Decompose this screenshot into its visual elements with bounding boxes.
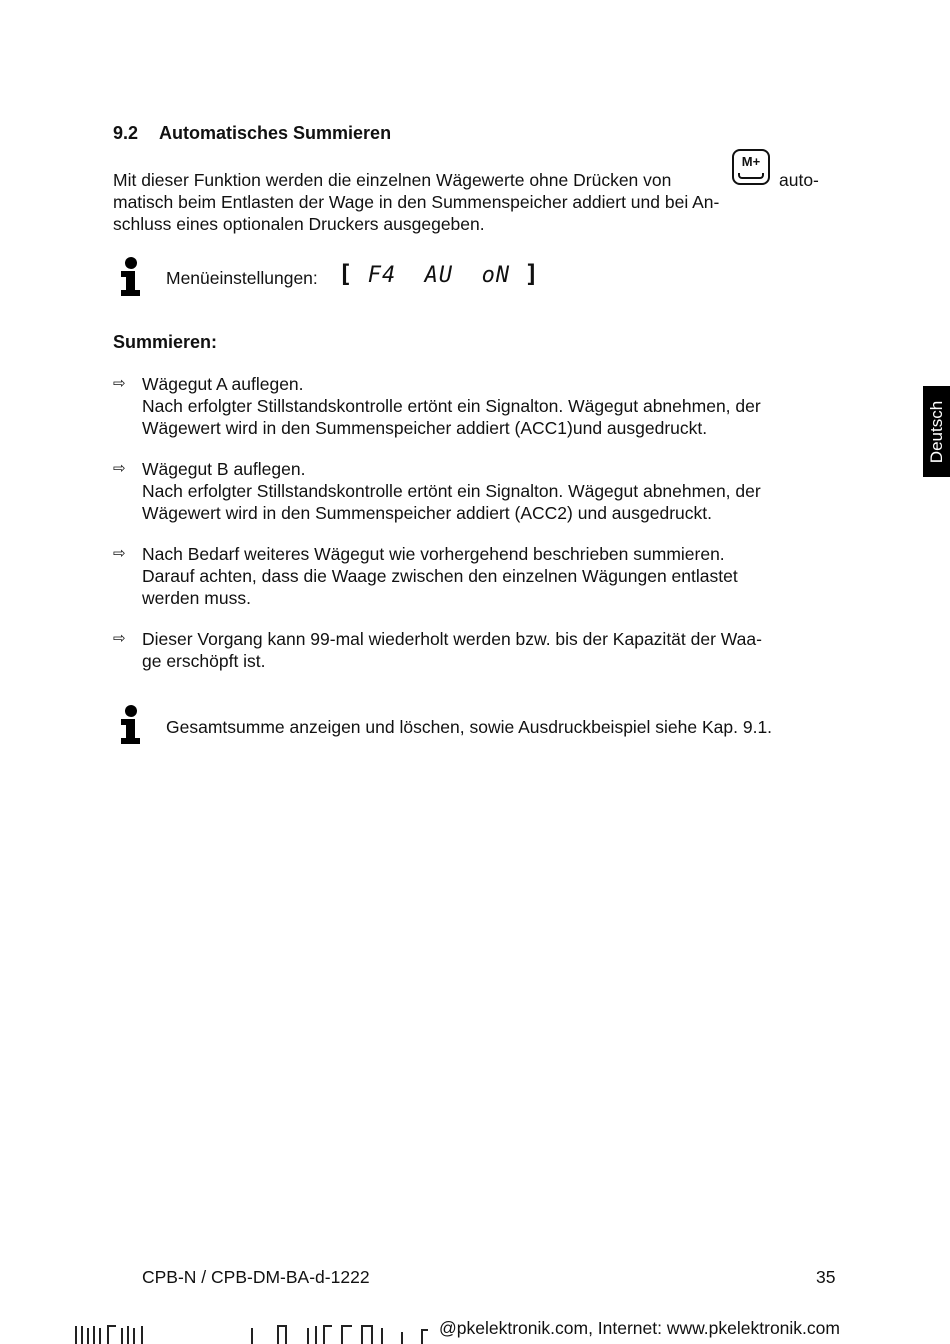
step-text <box>142 628 838 672</box>
bracket-close: ] <box>524 260 540 288</box>
arrow-right-icon: ⇨ <box>113 630 126 647</box>
step-line: ge erschöpft ist. <box>142 651 266 671</box>
menu-display-code <box>338 260 540 288</box>
step-line: Darauf achten, dass die Waage zwischen den einzelnen Wägungen entlastet <box>142 566 738 586</box>
footer-contact: @pkelektronik.com, Internet: www.pkelektronik.com <box>439 1318 840 1338</box>
section-heading <box>113 122 391 144</box>
info-icon <box>118 704 144 744</box>
info-icon <box>118 256 144 296</box>
bracket-open: [ <box>338 260 354 288</box>
language-tab-label: Deutsch <box>926 400 946 463</box>
intro-line-1 <box>113 154 825 191</box>
note-text: Gesamtsumme anzeigen und löschen, sowie Ausdruckbeispiel siehe Kap. 9.1. <box>166 717 773 737</box>
section-number: 9.2 <box>113 123 139 143</box>
arrow-right-icon: ⇨ <box>113 545 126 562</box>
step-line: Nach Bedarf weiteres Wägegut wie vorhergehend beschrieben summieren. <box>142 544 725 564</box>
step-text <box>142 373 838 439</box>
intro-line-2: matisch beim Entlasten der Wage in den Summenspeicher addiert und bei An- <box>113 192 720 212</box>
menu-settings-label: Menüeinstellungen: <box>166 268 318 288</box>
step-line: werden muss. <box>142 588 251 608</box>
step-line: Wägegut B auflegen. <box>142 459 306 479</box>
cropped-text-artifact <box>72 1320 432 1344</box>
section-title: Automatisches Summieren <box>159 123 392 143</box>
intro-paragraph <box>113 154 825 235</box>
menu-info-icon <box>118 256 144 301</box>
arrow-right-icon: ⇨ <box>113 375 126 392</box>
m-plus-key-icon <box>732 149 770 185</box>
intro-text-before-key: Mit dieser Funktion werden die einzelnen Wägewerte ohne Drücken von <box>113 170 672 190</box>
intro-text-after-key: auto- <box>779 170 819 190</box>
step-line: Wägegut A auflegen. <box>142 374 304 394</box>
footer-page-number: 35 <box>816 1267 836 1287</box>
step-line: Wägewert wird in den Summenspeicher addiert (ACC2) und ausgedruckt. <box>142 503 712 523</box>
key-label: M+ <box>741 154 761 169</box>
footer-doc-id: CPB-N / CPB-DM-BA-d-1222 <box>142 1267 370 1287</box>
step-line: Nach erfolgter Stillstandskontrolle ertönt ein Signalton. Wägegut abnehmen, der <box>142 396 761 416</box>
arrow-right-icon: ⇨ <box>113 460 126 477</box>
step-text <box>142 543 838 609</box>
language-side-tab <box>923 386 950 477</box>
step-text <box>142 458 838 524</box>
step-line: Wägewert wird in den Summenspeicher addiert (ACC1)und ausgedruckt. <box>142 418 708 438</box>
note-info-icon <box>118 704 144 749</box>
summieren-heading: Summieren: <box>113 332 218 352</box>
step-line: Dieser Vorgang kann 99-mal wiederholt werden bzw. bis der Kapazität der Waa- <box>142 629 762 649</box>
display-code-text: F4 AU oN <box>367 263 511 288</box>
intro-line-3: schluss eines optionalen Druckers ausgegeben. <box>113 214 485 234</box>
step-line: Nach erfolgter Stillstandskontrolle ertönt ein Signalton. Wägegut abnehmen, der <box>142 481 761 501</box>
